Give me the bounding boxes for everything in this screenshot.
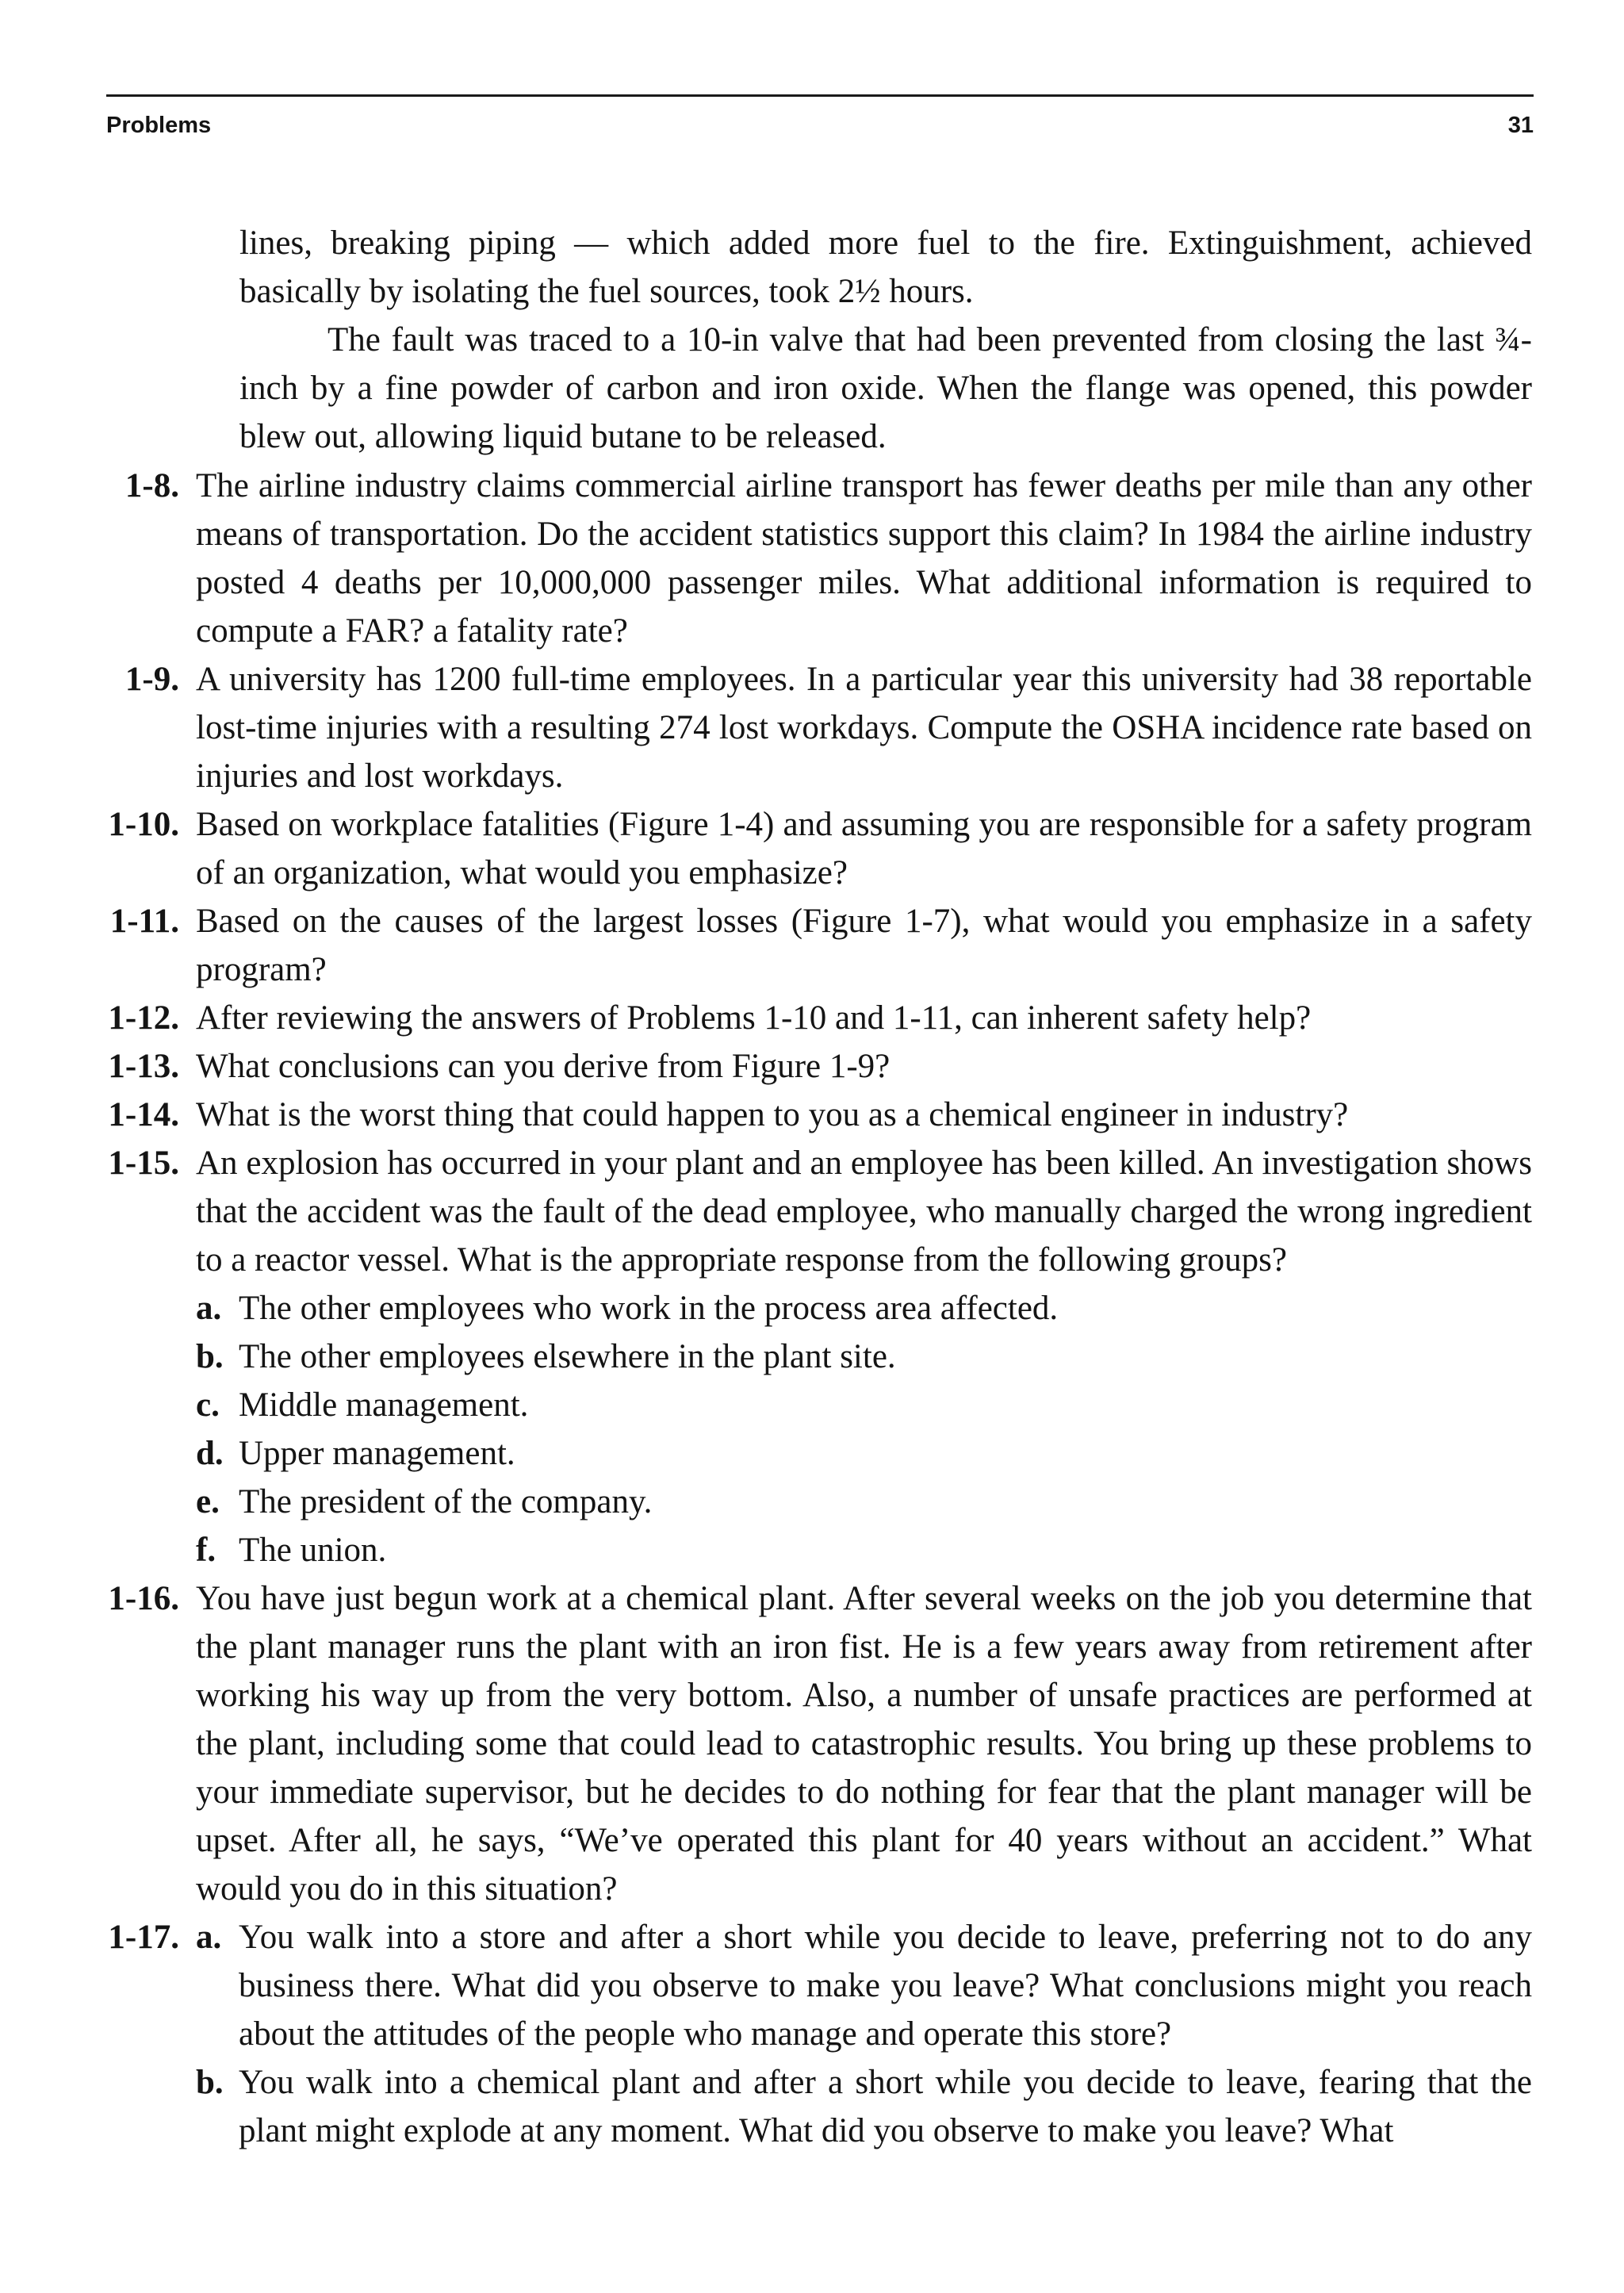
problem-number: 1-12. [108, 999, 179, 1037]
problem-1-14 [0, 1091, 1624, 1139]
sub-question-label: e. [196, 1483, 220, 1520]
problem-number: 1-10. [108, 806, 179, 843]
problem-list [0, 462, 1624, 2155]
problem-number: 1-11. [109, 903, 179, 940]
sub-question-text: The other employees who work in the process area affected. [239, 1290, 1059, 1327]
section-title: Problems [106, 113, 212, 138]
problem-number: 1-8. [124, 467, 179, 504]
problem-text: A university has 1200 full-time employees. In a particular year this university had 38 reportable lost-time injuries with a resulting 274 lost workdays. Compute the OSHA incidence rate based on injuries and lost workdays. [196, 661, 1532, 795]
header-rule [106, 94, 1534, 97]
sub-question-label: d. [196, 1435, 224, 1472]
sub-question-label: b. [196, 1338, 224, 1375]
problem-text: What is the worst thing that could happen to you as a chemical engineer in industry? [196, 1096, 1349, 1133]
sub-question-label: a. [196, 1919, 222, 1956]
sub-question-text: The other employees elsewhere in the plant site. [239, 1338, 896, 1375]
problem-text: You have just begun work at a chemical plant. After several weeks on the job you determine that the plant manager runs the plant with an iron fist. He is a few years away from retirement after working his way up from the very bottom. Also, a number of unsafe practices are performed at the plant, including some that could lead to catastrophic results. You bring up these problems to your immediate supervisor, but he decides to do nothing for fear that the plant manager will be upset. After all, he says, “We’ve operated this plant for 40 years without an accident.” What would you do in this situation? [196, 1580, 1532, 1908]
sub-question-label: b. [196, 2064, 224, 2101]
problem-number: 1-13. [108, 1048, 179, 1085]
sub-question [196, 2058, 1624, 2155]
sub-question [196, 1429, 1624, 1478]
sub-question-text: Middle management. [239, 1386, 529, 1424]
sub-question-text: Upper management. [239, 1435, 515, 1472]
problem-1-13 [0, 1042, 1624, 1091]
problem-1-15 [0, 1139, 1624, 1574]
problem-number: 1-14. [108, 1096, 179, 1133]
sub-question-label: a. [196, 1290, 222, 1327]
problem-text: What conclusions can you derive from Figure 1-9? [196, 1048, 891, 1085]
problem-text: Based on the causes of the largest losses (Figure 1-7), what would you emphasize in a safety program? [196, 903, 1532, 988]
problem-text: After reviewing the answers of Problems 1-10 and 1-11, can inherent safety help? [196, 999, 1312, 1037]
problem-1-17 [0, 1913, 1624, 2155]
problem-number: 1-16. [108, 1580, 179, 1617]
problem-1-12 [0, 994, 1624, 1042]
page-number: 31 [1507, 113, 1534, 138]
problem-text: An explosion has occurred in your plant and an employee has been killed. An investigation shows that the accident was the fault of the dead employee, who manually charged the wrong ingredient to a reactor vessel. What is the appropriate response from the following groups? [196, 1145, 1532, 1279]
sub-question-text: The union. [239, 1532, 387, 1569]
sub-question-list [196, 1913, 1624, 2155]
problem-1-11 [0, 897, 1624, 994]
running-head [106, 113, 1534, 144]
sub-question [196, 1478, 1624, 1526]
sub-question [196, 1284, 1624, 1332]
sub-question-text: The president of the company. [239, 1483, 653, 1520]
sub-question-text: You walk into a chemical plant and after a short while you decide to leave, fearing that the plant might explode at any moment. What did you observe to make you leave? What [239, 2064, 1532, 2149]
problem-1-16 [0, 1574, 1624, 1913]
sub-question-text: You walk into a store and after a short while you decide to leave, preferring not to do any business there. What did you observe to make you leave? What conclusions might you reach about the attitudes of the people who manage and operate this store? [239, 1919, 1532, 2053]
sub-question [196, 1526, 1624, 1574]
problem-text: Based on workplace fatalities (Figure 1-4) and assuming you are responsible for a safety program of an organization, what would you emphasize? [196, 806, 1532, 892]
problem-text: The airline industry claims commercial airline transport has fewer deaths per mile than any other means of transportation. Do the accident statistics support this claim? In 1984 the airline industry posted 4 deaths per 10,000,000 passenger miles. What additional information is required to compute a FAR? a fatality rate? [196, 467, 1532, 650]
sub-question [196, 1332, 1624, 1381]
problem-number: 1-15. [108, 1145, 179, 1182]
sub-question-label: f. [196, 1532, 216, 1569]
sub-question [196, 1381, 1624, 1429]
continued-paragraph: The fault was traced to a 10-in valve that had been prevented from closing the last ¾-inch by a fine powder of carbon and iron oxide. When the flange was opened, this powder blew out, allowing liquid butane to be released. [239, 321, 1532, 455]
problem-1-8 [0, 462, 1624, 655]
continued-paragraph: lines, breaking piping — which added more fuel to the fire. Extinguishment, achieved basically by isolating the fuel sources, took 2½ hours. [239, 224, 1532, 310]
sub-question-label: c. [196, 1386, 220, 1424]
sub-question [196, 1913, 1624, 2058]
problem-1-9 [0, 655, 1624, 800]
problem-number: 1-9. [124, 661, 179, 698]
problem-1-10 [0, 800, 1624, 897]
continued-text [239, 219, 1532, 461]
problem-number: 1-17. [108, 1919, 179, 1956]
sub-question-list [196, 1284, 1624, 1574]
